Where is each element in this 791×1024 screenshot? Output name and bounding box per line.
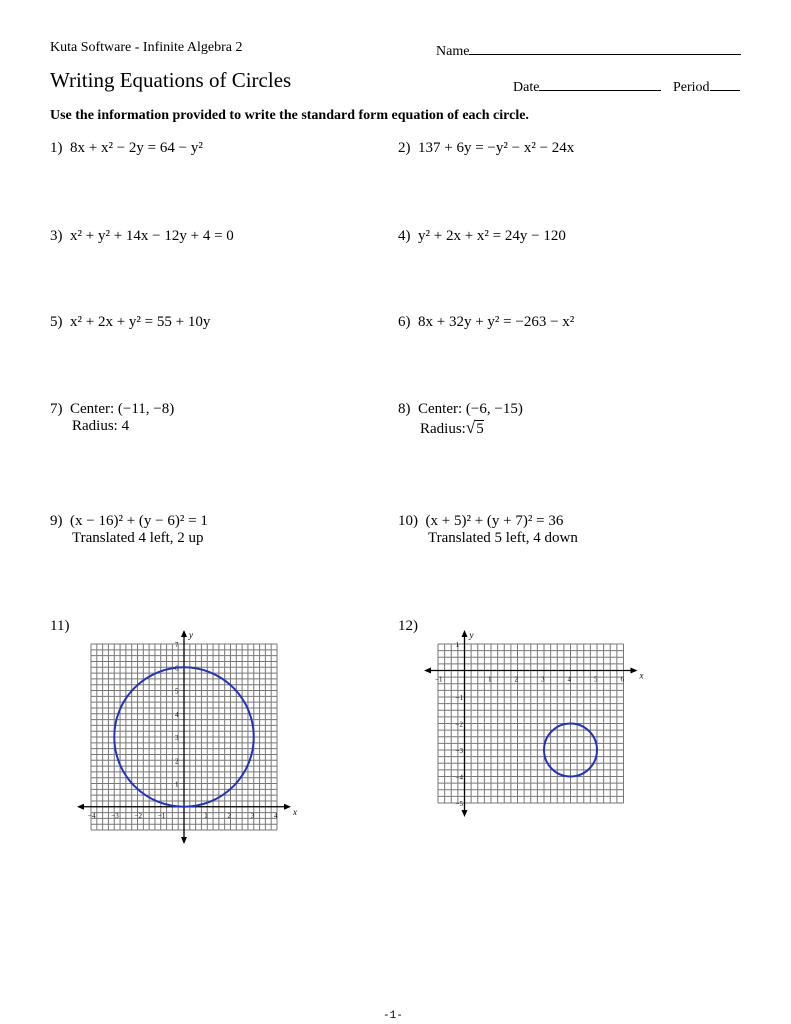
problem-equation: x² + 2x + y² = 55 + 10y (70, 314, 211, 330)
x-tick-label: 3 (541, 675, 545, 684)
problem-equation: 8x + 32y + y² = −263 − x² (418, 314, 575, 330)
problem-equation: y² + 2x + x² = 24y − 120 (418, 228, 566, 244)
problem-equation: (x − 16)² + (y − 6)² = 1 (70, 513, 208, 529)
y-tick-label: −3 (455, 747, 463, 755)
x-axis-arrow-icon (77, 804, 84, 810)
problem-2 (398, 140, 574, 157)
y-axis-arrow-icon (462, 630, 468, 637)
problem-number: 8) (398, 401, 411, 417)
x-tick-label: 4 (567, 675, 571, 684)
problem-7 (50, 401, 174, 435)
x-tick-label: 2 (227, 811, 231, 820)
y-tick-label: −2 (455, 720, 463, 729)
x-axis-arrow-icon (284, 804, 291, 810)
x-tick-label: 1 (204, 811, 208, 820)
problem-6 (398, 314, 574, 331)
problem-equation: (x + 5)² + (y + 7)² = 36 (425, 513, 564, 529)
problem-number: 5) (50, 314, 63, 330)
x-tick-label: 3 (250, 811, 255, 820)
problem-radius (398, 418, 523, 438)
date-field[interactable] (513, 76, 661, 96)
problem-4 (398, 228, 566, 245)
y-axis-label: y (469, 630, 474, 640)
page-number: -1- (383, 1010, 403, 1022)
problem-1 (50, 140, 203, 157)
x-tick-label: 4 (274, 811, 278, 820)
y-tick-label: 6 (175, 664, 179, 673)
problem-number: 1) (50, 140, 63, 156)
problem-number: 6) (398, 314, 411, 330)
x-axis-label: x (293, 806, 297, 817)
x-tick-label: 5 (594, 675, 598, 684)
x-axis-arrow-icon (424, 668, 431, 674)
x-tick-label: 2 (514, 675, 518, 684)
software-label: Kuta Software - Infinite Algebra 2 (50, 40, 243, 55)
y-axis-arrow-icon (181, 837, 187, 844)
period-field[interactable] (673, 76, 740, 96)
x-tick-label: −2 (134, 811, 142, 820)
problem-number: 2) (398, 140, 411, 156)
x-tick-label: −4 (88, 811, 96, 820)
problem-translation: Translated 5 left, 4 down (428, 530, 578, 546)
x-tick-label: −1 (157, 811, 166, 820)
sqrt-icon: √ (465, 418, 476, 437)
y-axis-arrow-icon (181, 630, 187, 637)
problem-12-number: 12) (398, 618, 418, 634)
problem-number: 3) (50, 228, 63, 244)
x-tick-label: 1 (488, 675, 492, 684)
problem-equation: x² + y² + 14x − 12y + 4 = 0 (70, 228, 234, 244)
radicand: 5 (476, 421, 484, 437)
problem-9 (50, 513, 208, 547)
date-label: Date (513, 80, 540, 95)
instructions: Use the information provided to write the standard form equation of each circle. (50, 108, 529, 123)
x-axis-arrow-icon (631, 668, 638, 674)
problem-5 (50, 314, 210, 331)
y-tick-label: 1 (455, 641, 459, 649)
radius-label: Radius: (420, 421, 466, 437)
name-label: Name (436, 44, 470, 59)
problem-center: Center: (−6, −15) (418, 401, 523, 417)
y-tick-label: 4 (175, 710, 179, 719)
problem-11-number: 11) (50, 618, 70, 634)
y-tick-label: −5 (455, 800, 463, 808)
problem-equation: 8x + x² − 2y = 64 − y² (70, 140, 203, 156)
period-line (710, 76, 740, 91)
problem-translation: Translated 4 left, 2 up (72, 530, 204, 546)
problem-radius: Radius: 4 (72, 418, 130, 434)
y-tick-label: 1 (175, 780, 179, 789)
graph-11 (70, 625, 300, 855)
y-tick-label: −1 (455, 694, 463, 702)
name-line (469, 40, 741, 55)
problem-number: 10) (398, 513, 418, 529)
y-tick-label: 5 (175, 687, 179, 696)
problem-equation: 137 + 6y = −y² − x² − 24x (418, 140, 575, 156)
name-field[interactable] (436, 40, 741, 60)
y-tick-label: −4 (455, 773, 463, 782)
y-tick-label: 7 (175, 641, 179, 649)
y-axis-arrow-icon (462, 810, 468, 817)
graph-12 (420, 625, 650, 820)
problem-3 (50, 228, 234, 245)
date-line (539, 76, 661, 91)
x-tick-label: 6 (620, 675, 624, 684)
y-axis-label: y (189, 630, 193, 640)
y-tick-label: 3 (175, 734, 179, 742)
x-tick-label: −3 (111, 811, 119, 820)
problem-number: 9) (50, 513, 63, 529)
x-axis-label: x (639, 670, 644, 681)
page-title: Writing Equations of Circles (50, 68, 292, 92)
problem-8 (398, 401, 523, 438)
problem-number: 4) (398, 228, 411, 244)
y-tick-label: 2 (175, 757, 179, 766)
x-tick-label: −1 (435, 675, 443, 684)
problem-number: 7) (50, 401, 63, 417)
problem-10 (398, 513, 578, 547)
period-label: Period (673, 80, 710, 95)
problem-center: Center: (−11, −8) (70, 401, 175, 417)
